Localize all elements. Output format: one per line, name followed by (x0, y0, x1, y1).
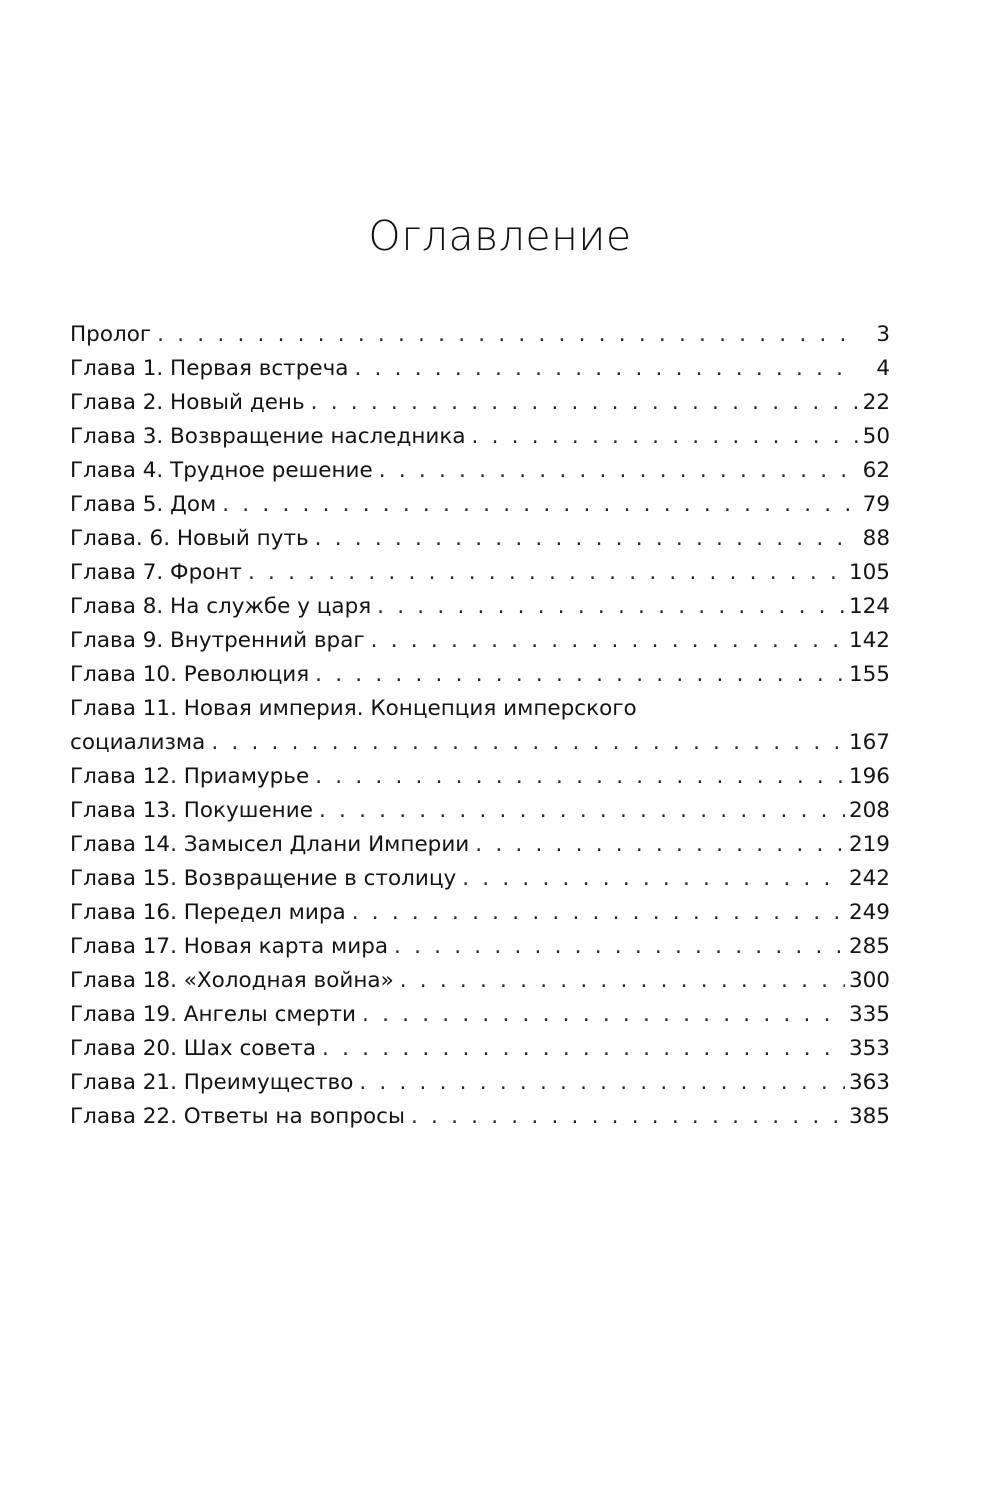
toc-entry-label: Глава 5. Дом (70, 492, 217, 517)
toc-entry-chapter-5 (70, 488, 890, 522)
toc-entry-label: Глава 21. Преимущество (70, 1070, 354, 1095)
toc-entry-chapter-10 (70, 658, 890, 692)
dot-leader (462, 862, 845, 896)
toc-entry-chapter-11 (70, 692, 890, 760)
toc-entry-continuation (70, 726, 890, 760)
dot-leader (371, 624, 845, 658)
toc-entry-page: 4 (876, 356, 890, 381)
toc-entry-label: Глава 18. «Холодная война» (70, 968, 394, 993)
toc-entry-label: Глава 16. Передел мира (70, 900, 346, 925)
toc-entry-chapter-7 (70, 556, 890, 590)
dot-leader (411, 1100, 845, 1134)
toc-entry-chapter-15 (70, 862, 890, 896)
toc-entry-chapter-19 (70, 998, 890, 1032)
toc-entry-page: 196 (848, 764, 890, 789)
toc-entry-label: Глава 20. Шах совета (70, 1036, 317, 1061)
dot-leader (394, 930, 845, 964)
toc-entry-label: Глава 14. Замысел Длани Империи (70, 832, 470, 857)
toc-entry-page: 167 (848, 730, 890, 755)
toc-entry-chapter-8 (70, 590, 890, 624)
toc-entry-page: 79 (862, 492, 890, 517)
toc-entry-label: Глава 13. Покушение (70, 798, 313, 823)
dot-leader (315, 658, 845, 692)
dot-leader (248, 556, 845, 590)
toc-entry-page: 208 (848, 798, 890, 823)
dot-leader (352, 896, 845, 930)
toc-entry-page: 124 (848, 594, 890, 619)
dot-leader (377, 590, 845, 624)
toc-entry-chapter-13 (70, 794, 890, 828)
toc-entry-page: 363 (848, 1070, 890, 1095)
toc-entry-label: Глава 9. Внутренний враг (70, 628, 365, 653)
toc-entry-page: 242 (848, 866, 890, 891)
toc-entry-label: Глава 1. Первая встреча (70, 356, 349, 381)
toc-entry-label: Глава 8. На службе у царя (70, 594, 372, 619)
dot-leader (475, 828, 845, 862)
dot-leader (379, 454, 858, 488)
toc-entry-label: Глава 22. Ответы на вопросы (70, 1104, 405, 1129)
toc-entry-page: 353 (848, 1036, 890, 1061)
dot-leader (311, 386, 858, 420)
toc-entry-chapter-14 (70, 828, 890, 862)
toc-entry-page: 62 (862, 458, 890, 483)
toc-entry-label: Глава 12. Приамурье (70, 764, 310, 789)
toc-entry-page: 335 (848, 1002, 890, 1027)
toc-entry-chapter-12 (70, 760, 890, 794)
toc-entry-page: 142 (848, 628, 890, 653)
toc-entry-chapter-22 (70, 1100, 890, 1134)
toc-entry-page: 50 (862, 424, 890, 449)
toc-entry-chapter-4 (70, 454, 890, 488)
toc-entry-chapter-21 (70, 1066, 890, 1100)
toc-entry-chapter-3 (70, 420, 890, 454)
toc-entry-label: Глава 15. Возвращение в столицу (70, 866, 457, 891)
toc-entry-prologue (70, 318, 890, 352)
toc-entry-chapter-20 (70, 1032, 890, 1066)
toc-entry-page: 88 (862, 526, 890, 551)
dot-leader (157, 318, 858, 352)
toc-entry-chapter-18 (70, 964, 890, 998)
dot-leader (211, 726, 845, 760)
toc-entry-page: 219 (848, 832, 890, 857)
toc-entry-label: Глава 4. Трудное решение (70, 458, 373, 483)
toc-entry-label-continued: социализма (70, 730, 206, 755)
toc-entry-page: 155 (848, 662, 890, 687)
toc-entry-label: Глава 17. Новая карта мира (70, 934, 389, 959)
toc-entry-page: 285 (848, 934, 890, 959)
dot-leader (222, 488, 858, 522)
toc-entry-label: Глава 10. Революция (70, 662, 310, 687)
toc-entry-chapter-16 (70, 896, 890, 930)
toc-entry-page: 3 (876, 322, 890, 347)
dot-leader (315, 522, 858, 556)
table-of-contents (70, 318, 890, 1134)
toc-entry-chapter-9 (70, 624, 890, 658)
toc-entry-label: Глава 7. Фронт (70, 560, 242, 585)
dot-leader (322, 1032, 845, 1066)
dot-leader (359, 1066, 845, 1100)
toc-entry-chapter-6 (70, 522, 890, 556)
dot-leader (319, 794, 845, 828)
toc-entry-page: 249 (848, 900, 890, 925)
toc-entry-label: Глава 11. Новая империя. Концепция имперского (70, 696, 637, 721)
toc-entry-page: 385 (848, 1104, 890, 1129)
toc-entry-label: Глава 19. Ангелы смерти (70, 1002, 356, 1027)
toc-entry-chapter-17 (70, 930, 890, 964)
toc-entry-page: 22 (862, 390, 890, 415)
toc-entry-label: Глава 2. Новый день (70, 390, 305, 415)
toc-entry-page: 300 (848, 968, 890, 993)
toc-entry-chapter-2 (70, 386, 890, 420)
toc-entry-label: Глава. 6. Новый путь (70, 526, 309, 551)
toc-entry-page: 105 (848, 560, 890, 585)
toc-entry-chapter-1 (70, 352, 890, 386)
toc-entry-label: Глава 3. Возвращение наследника (70, 424, 466, 449)
dot-leader (315, 760, 845, 794)
dot-leader (354, 352, 858, 386)
page-title: Оглавление (368, 212, 632, 260)
toc-entry-label: Пролог (70, 322, 152, 347)
dot-leader (362, 998, 845, 1032)
dot-leader (400, 964, 845, 998)
dot-leader (472, 420, 858, 454)
